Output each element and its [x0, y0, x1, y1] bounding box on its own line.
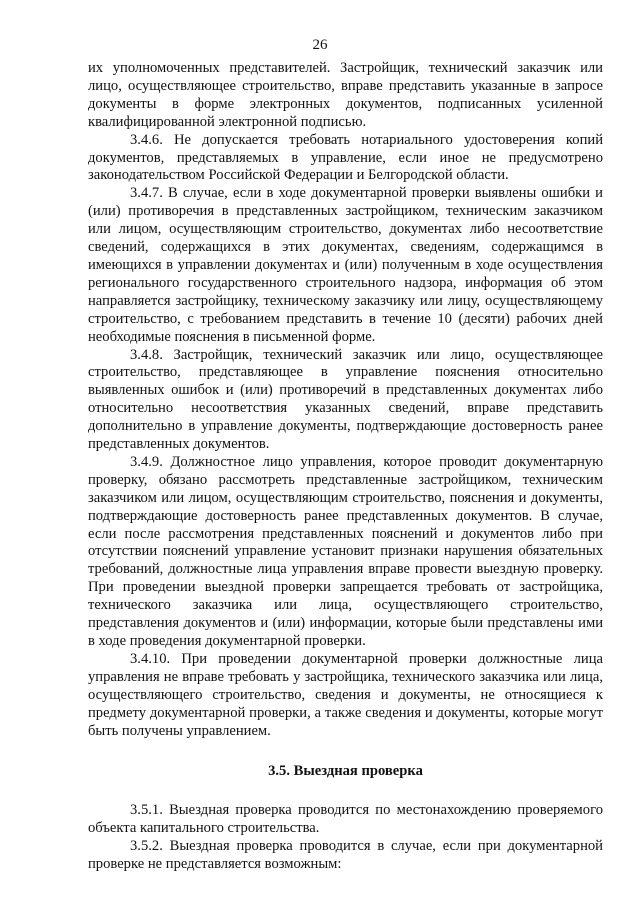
section-heading: 3.5. Выездная проверка — [268, 763, 423, 780]
paragraph-3-5-1: 3.5.1. Выездная проверка проводится по местонахождению проверяемого объекта капитального строительства. — [88, 802, 603, 837]
document-body — [88, 60, 603, 874]
paragraphs-before — [88, 60, 603, 740]
paragraph-3-5-2: 3.5.2. Выездная проверка проводится в случае, если при документарной проверке не представляется возможным: — [88, 838, 603, 873]
paragraph-continuation: их уполномоченных представителей. Застройщик, технический заказчик или лицо, осуществляющее строительство, вправе представить указанные в запросе документы в форме электронных документов, подписанных усиленной квалифицированной электронной подписью. — [88, 60, 603, 130]
paragraph-3-4-6: 3.4.6. Не допускается требовать нотариального удостоверения копий документов, представляемых в управление, если иное не предусмотрено законодательством Российской Федерации и Белгородской области. — [88, 131, 603, 184]
paragraph-3-4-10: 3.4.10. При проведении документарной проверки должностные лица управления не вправе требовать у застройщика, технического заказчика или лица, осуществляющего строительство, сведения и документы, не относящиеся к предмету документарной проверки, а также сведения и документы, которые могут быть получены управлением. — [88, 650, 603, 739]
paragraph-3-4-9: 3.4.9. Должностное лицо управления, которое проводит документарную проверку, обязано рассмотреть представленные застройщиком, техническим заказчиком или лицом, осуществляющим строительство, пояснения и документы, подтверждающие достоверность ранее представленных документов. В случае, если после рассмотрения представленных пояснений и документов либо при отсутствии пояснений управление установит признаки нарушения обязательных требований, должностные лица управления вправе провести выездную проверку. При проведении выездной проверки запрещается требовать от застройщика, технического заказчика или лица, осуществляющего строительство, представления документов и (или) информации, которые были представлены ими в ходе проведения документарной проверки. — [88, 453, 603, 649]
page-number: 26 — [312, 37, 328, 53]
paragraphs-after — [88, 802, 603, 874]
paragraph-3-4-7: 3.4.7. В случае, если в ходе документарной проверки выявлены ошибки и (или) противоречия в представленных застройщиком, техническим заказчиком или лицом, осуществляющим строительство, документах либо несоответствие сведений, содержащихся в этих документах, сведениям, содержащимся в имеющихся в управлении документах и (или) полученным в ходе осуществления регионального государственного строительного надзора, информация об этом направляется застройщику, техническому заказчику или лицу, осуществляющему строительство, с требованием представить в течение 10 (десяти) рабочих дней необходимые пояснения в письменной форме. — [88, 185, 603, 345]
paragraph-3-4-8: 3.4.8. Застройщик, технический заказчик или лицо, осуществляющее строительство, представляющее в управление пояснения относительно выявленных ошибок и (или) противоречий в представленных документах либо относительно несоответствия указанных сведений, вправе представить дополнительно в управление документы, подтверждающие достоверность ранее представленных документов. — [88, 346, 603, 453]
